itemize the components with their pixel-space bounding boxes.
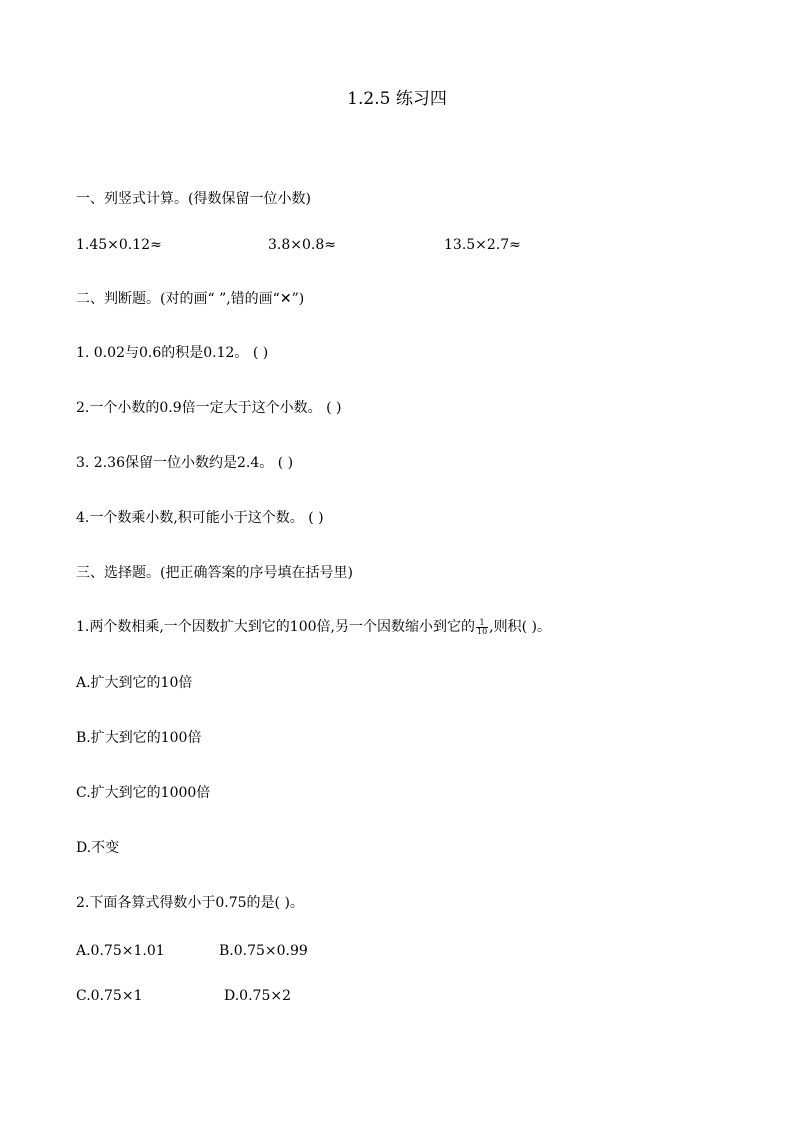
q2-option-c: C.0.75×1 bbox=[76, 988, 143, 1004]
judge-item-2: 2.一个小数的0.9倍一定大于这个小数。 ( ) bbox=[76, 400, 342, 416]
calc-item-3: 13.5×2.7≈ bbox=[444, 237, 521, 253]
judge-item-3: 3. 2.36保留一位小数约是2.4。 ( ) bbox=[76, 455, 294, 471]
judge-item-4: 4.一个数乘小数,积可能小于这个数。 ( ) bbox=[76, 510, 324, 526]
choice-question-2: 2.下面各算式得数小于0.75的是( )。 bbox=[76, 895, 304, 911]
q2-option-b: B.0.75×0.99 bbox=[219, 943, 308, 959]
q2-option-a: A.0.75×1.01 bbox=[76, 943, 165, 959]
calc-item-1: 1.45×0.12≈ bbox=[76, 237, 162, 253]
q1-option-c: C.扩大到它的1000倍 bbox=[76, 785, 211, 801]
fraction-denominator: 10 bbox=[476, 626, 488, 636]
section3-heading: 三、选择题。(把正确答案的序号填在括号里) bbox=[76, 565, 353, 581]
section2-heading: 二、判断题。(对的画“ ”,错的画“✕”) bbox=[76, 291, 305, 307]
q1-option-b: B.扩大到它的100倍 bbox=[76, 730, 202, 746]
choice-q1-text: 1.两个数相乘,一个因数扩大到它的100倍,另一个因数缩小到它的 bbox=[76, 619, 475, 635]
choice-q1-tail: ,则积( )。 bbox=[489, 619, 551, 635]
fraction-one-tenth bbox=[476, 619, 488, 636]
calc-item-2: 3.8×0.8≈ bbox=[268, 237, 336, 253]
q2-option-d: D.0.75×2 bbox=[224, 988, 291, 1004]
q1-option-d: D.不变 bbox=[76, 840, 120, 856]
q1-option-a: A.扩大到它的10倍 bbox=[76, 675, 193, 691]
page-title: 1.2.5 练习四 bbox=[347, 89, 447, 109]
choice-question-1 bbox=[76, 618, 551, 636]
section1-heading: 一、列竖式计算。(得数保留一位小数) bbox=[76, 191, 311, 207]
fraction-numerator: 1 bbox=[476, 619, 488, 628]
judge-item-1: 1. 0.02与0.6的积是0.12。 ( ) bbox=[76, 345, 269, 361]
